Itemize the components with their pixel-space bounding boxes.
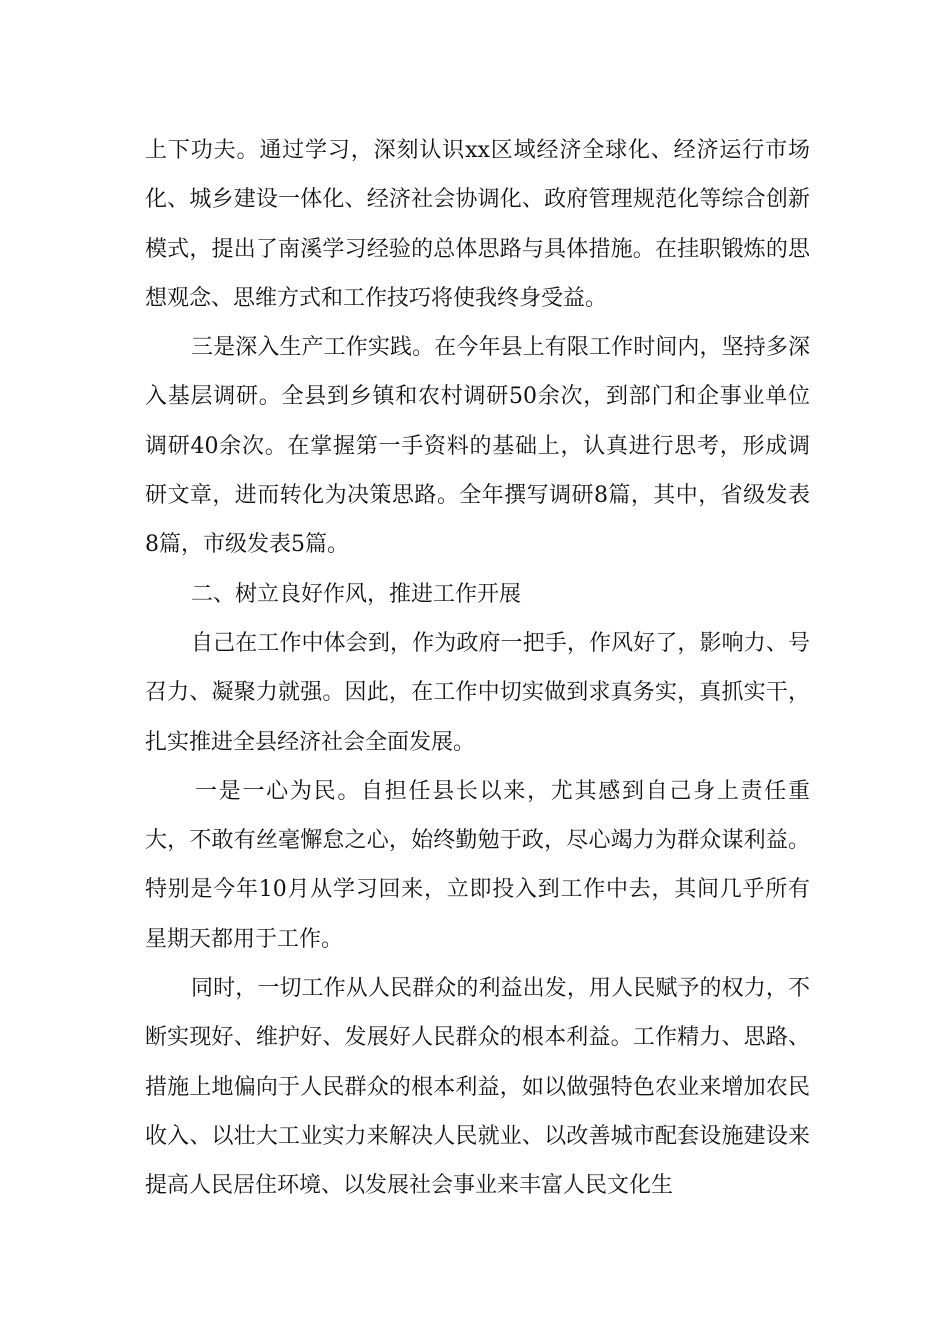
document-body [145, 126, 810, 1211]
paragraph-point-three: 三是深入生产工作实践。在今年县上有限工作时间内，坚持多深入基层调研。全县到乡镇和农村调研50余次，到部门和企事业单位调研40余次。在掌握第一手资料的基础上，认真进行思考，形成调研文章，进而转化为决策思路。全年撰写调研8篇，其中，省级发表8篇，市级发表5篇。 [145, 335, 810, 558]
paragraph-point-one: 一是一心为民。自担任县长以来，尤其感到自己身上责任重大，不敢有丝毫懈怠之心，始终勤勉于政，尽心竭力为群众谋利益。特别是今年10月从学习回来，立即投入到工作中去，其间几乎所有星期天都用于工作。 [145, 778, 810, 952]
paragraph-section-intro: 自己在工作中体会到，作为政府一把手，作风好了，影响力、号召力、凝聚力就强。因此，在工作中切实做到求真务实，真抓实干，扎实推进全县经济社会全面发展。 [145, 630, 810, 755]
paragraph-continuation: 上下功夫。通过学习，深刻认识xx区域经济全球化、经济运行市场化、城乡建设一体化、经济社会协调化、政府管理规范化等综合创新模式，提出了南溪学习经验的总体思路与具体措施。在挂职锻炼的思想观念、思维方式和工作技巧将使我终身受益。 [145, 138, 810, 311]
paragraph-meanwhile: 同时，一切工作从人民群众的利益出发，用人民赋予的权力，不断实现好、维护好、发展好人民群众的根本利益。工作精力、思路、措施上地偏向于人民群众的根本利益，如以做强特色农业来增加农民收入、以壮大工业实力来解决人民就业、以改善城市配套设施建设来提高人民居住环境、以发展社会事业来丰富人民文化生 [145, 976, 810, 1199]
section-heading-two: 二、树立良好作风，推进工作开展 [191, 581, 522, 607]
